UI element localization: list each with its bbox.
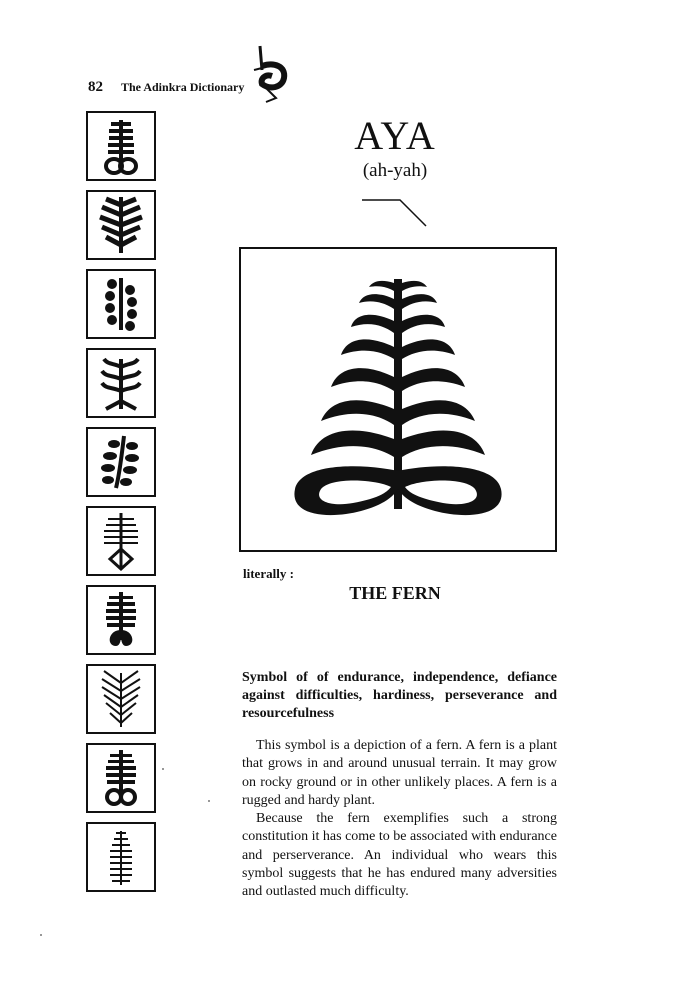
- variant-box: [86, 506, 156, 576]
- symbol-name: AYA: [354, 113, 436, 158]
- variant-strip: [86, 111, 162, 901]
- variant-box: [86, 585, 156, 655]
- variant-box: [86, 111, 156, 181]
- scan-speck: [40, 934, 42, 936]
- fern-variant-7-icon: [94, 590, 148, 650]
- fern-symbol-icon: [241, 249, 555, 550]
- main-symbol-frame: [239, 247, 557, 552]
- body-text: [242, 737, 557, 902]
- scan-speck: [208, 800, 210, 802]
- page-header: [88, 78, 244, 96]
- fern-variant-6-icon: [94, 511, 148, 571]
- fern-variant-4-icon: [94, 353, 148, 413]
- symbol-meaning: Symbol of of endurance, independence, defiance against difficulties, hardiness, perseverance and resourcefulness: [242, 670, 557, 721]
- variant-box: [86, 269, 156, 339]
- fern-variant-5-icon: [94, 432, 148, 492]
- pronunciation: (ah-yah): [362, 160, 428, 181]
- fern-variant-1-icon: [94, 116, 148, 176]
- variant-box: [86, 427, 156, 497]
- variant-box: [86, 190, 156, 260]
- body-paragraph: Because the fern exemplifies such a strong constitution it has come to be associated with endurance and perserverance. An individual who wears this symbol suggests that he has endured many adversities and outlasted much difficulty.: [242, 811, 557, 900]
- fern-variant-2-icon: [94, 195, 148, 255]
- tone-mark-icon: [360, 194, 430, 228]
- variant-box: [86, 348, 156, 418]
- variant-box: [86, 664, 156, 734]
- literally-label: literally :: [243, 566, 294, 581]
- sankofa-bird-icon: [252, 44, 288, 106]
- fern-variant-9-icon: [94, 748, 148, 808]
- book-title: The Adinkra Dictionary: [121, 80, 245, 94]
- body-paragraph: This symbol is a depiction of a fern. A fern is a plant that grows in and around unusual terrain. It may grow on rocky ground or in other unlikely places. A fern is a rugged and hardy plant.: [242, 738, 557, 808]
- fern-variant-10-icon: [94, 827, 148, 887]
- variant-box: [86, 822, 156, 892]
- fern-variant-8-icon: [94, 669, 148, 729]
- scan-speck: [162, 768, 164, 770]
- fern-variant-3-icon: [94, 274, 148, 334]
- literal-translation: THE FERN: [349, 583, 441, 603]
- page-number: 82: [88, 79, 103, 95]
- variant-box: [86, 743, 156, 813]
